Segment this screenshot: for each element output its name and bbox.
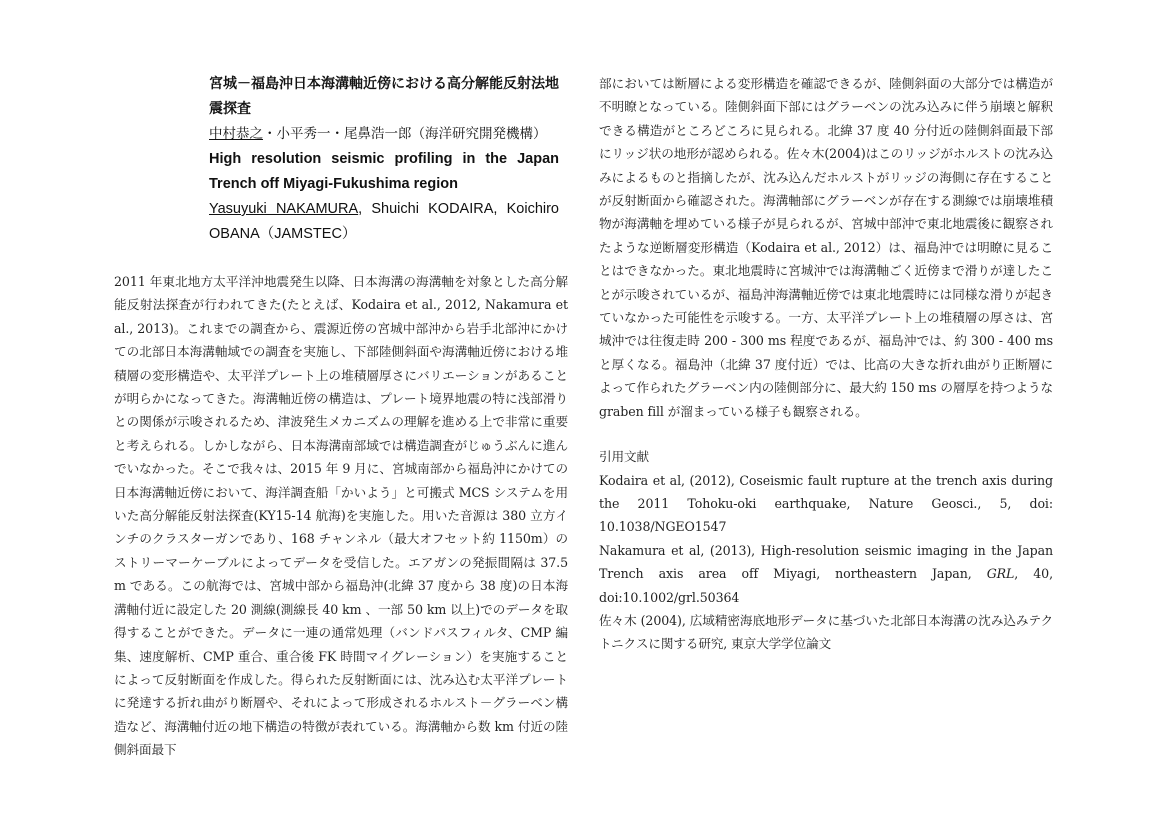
reference-journal: GRL: [986, 566, 1015, 582]
coauthors-en: , Shuichi KODAIRA, Koichiro OBANA（JAMSTEC）: [209, 201, 559, 242]
presenter-name-en: Yasuyuki NAKAMURA: [209, 201, 359, 217]
reference-text: 佐々木 (2004), 広域精密海底地形データに基づいた北部日本海溝の沈み込みテクトニクスに関する研究, 東京大学学位論文: [599, 612, 1053, 652]
coauthors-jp: ・小平秀一・尾鼻浩一郎（海洋研究開発機構）: [263, 126, 547, 142]
reference-item: [599, 609, 1053, 656]
reference-text-tail: , 40, doi:10.1002/grl.50364: [599, 566, 1053, 605]
presenter-name-jp: 中村恭之: [209, 126, 263, 142]
reference-text: Nakamura et al, (2013), High-resolution seismic imaging in the Japan Trench axis area off Miyagi, northeastern Japan,: [599, 542, 1053, 582]
body-paragraph-right: 部においては断層による変形構造を確認できるが、陸側斜面の大部分では構造が不明瞭となっている。陸側斜面下部にはグラーベンの沈み込みに伴う崩壊と解釈できる構造がところどころに見られる。北緯 37 度 40 分付近の陸側斜面最下部にリッジ状の地形が認められる。佐々木(2004)はこのリッジがホルストの沈み込みによるものと指摘したが、沈み込んだホルストがリッジの海側に存在することが反射断面から確認された。海溝軸部にグラーベンが存在する測線では崩壊堆積物が海溝軸を埋めている様子が見られるが、宮城中部沖で東北地震後に観察されたような逆断層変形構造（Kodaira et al., 2012）は、福島沖では明瞭に見ることはできなかった。東北地震時に宮城沖では海溝軸ごく近傍まで滑りが達したことが示唆されているが、福島沖海溝軸近傍では東北地震時には同様な滑りが起きていなかった可能性を示唆する。一方、太平洋プレート上の堆積層の厚さは、宮城沖では往復走時 200 - 300 ms 程度であるが、福島沖では、約 300 - 400 ms と厚くなる。福島沖（北緯 37 度付近）では、比高の大きな折れ曲がり正断層によって作られたグラーベン内の陸側部分に、最大約 150 ms の層厚を持つような graben fill が溜まっている様子も観察される。: [599, 76, 1053, 419]
reference-item: [599, 469, 1053, 539]
body-column-right: [599, 72, 1053, 656]
abstract-header: [209, 72, 559, 247]
body-column-left: [114, 270, 568, 762]
body-paragraph-left: 2011 年東北地方太平洋沖地震発生以降、日本海溝の海溝軸を対象とした高分解能反射法探査が行われてきた(たとえば、Kodaira et al., 2012, Nakamura et al., 2013)。これまでの調査から、震源近傍の宮城中部沖から岩手北部沖にかけての北部日本海溝軸域での調査を実施し、下部陸側斜面や海溝軸近傍における堆積層の変形構造や、太平洋プレート上の堆積層厚さにバリエーションがあることが明らかになってきた。海溝軸近傍の構造は、プレート境界地震の特に浅部滑りとの関係が示唆されるため、津波発生メカニズムの理解を進める上で非常に重要と考えられる。しかしながら、日本海溝南部域では構造調査がじゅうぶんに進んでいなかった。そこで我々は、2015 年 9 月に、宮城南部から福島沖にかけての日本海溝軸近傍において、海洋調査船「かいよう」と可搬式 MCS システムを用いた高分解能反射法探査(KY15-14 航海)を実施した。用いた音源は 380 立方インチのクラスターガンであり、168 チャンネル（最大オフセット約 1150m）のストリーマーケーブルによってデータを受信した。エアガンの発振間隔は 37.5 m である。この航海では、宮城中部から福島沖(北緯 37 度から 38 度)の日本海溝軸付近に設定した 20 測線(測線長 40 km 、一部 50 km 以上)でのデータを取得することができた。データに一連の通常処理（バンドパスフィルタ、CMP 編集、速度解析、CMP 重合、重合後 FK 時間マイグレーション）を実施することによって反射断面を作成した。得られた反射断面には、沈み込む太平洋プレートに発達する折れ曲がり断層や、それによって形成されるホルスト－グラーベン構造など、海溝軸付近の地下構造の特徴が表れている。海溝軸から数 km 付近の陸側斜面最下: [114, 274, 568, 758]
title-english: High resolution seismic profiling in the Japan Trench off Miyagi-Fukushima region: [209, 151, 559, 192]
references-heading: 引用文献: [599, 449, 649, 465]
authors-english: [209, 197, 559, 247]
reference-item: [599, 539, 1053, 609]
authors-japanese: [209, 122, 559, 147]
title-japanese: 宮城－福島沖日本海溝軸近傍における高分解能反射法地震探査: [209, 76, 559, 117]
reference-text: Kodaira et al, (2012), Coseismic fault rupture at the trench axis during the 2011 Tohoku-oki earthquake, Nature Geosci., 5, doi: 10.1038/NGEO1547: [599, 472, 1053, 535]
